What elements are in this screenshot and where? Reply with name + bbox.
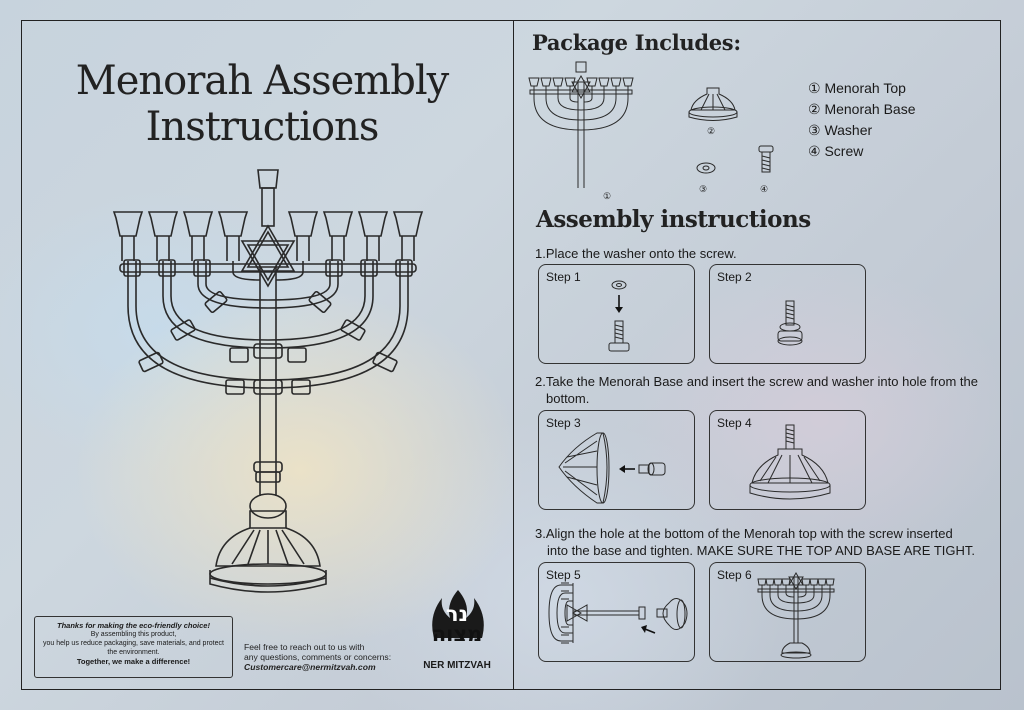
step-1-label: Step 1 bbox=[546, 270, 581, 284]
logo-hebrew-line2: מצוה bbox=[431, 622, 483, 646]
logo-name: NER MITZVAH bbox=[423, 660, 491, 671]
package-item-washer: ③ Washer bbox=[808, 122, 873, 138]
part-number-2: ② bbox=[707, 126, 716, 136]
logo-hebrew bbox=[424, 604, 490, 644]
part-number-1: ① bbox=[603, 191, 612, 201]
step-4-card bbox=[709, 410, 866, 510]
step-3-illustration bbox=[539, 411, 696, 511]
package-screw bbox=[756, 142, 776, 176]
eco-thanks-box bbox=[34, 616, 233, 678]
instruction-3-line1: 3.Align the hole at the bottom of the Menorah top with the screw inserted bbox=[535, 526, 953, 541]
step-5-illustration bbox=[539, 563, 696, 663]
step-3-card bbox=[538, 410, 695, 510]
step-5-card bbox=[538, 562, 695, 662]
assembly-heading: Assembly instructions bbox=[536, 206, 811, 233]
step-5-label: Step 5 bbox=[546, 568, 581, 582]
eco-thanks-line1: By assembling this product, bbox=[90, 631, 177, 638]
step-4-label: Step 4 bbox=[717, 416, 752, 430]
package-list bbox=[808, 78, 916, 162]
package-item-menorah-top: ① Menorah Top bbox=[808, 80, 906, 96]
step-3-label: Step 3 bbox=[546, 416, 581, 430]
contact-email-link[interactable]: Customercare@nermitzvah.com bbox=[244, 662, 376, 672]
page-title-line2: Instructions bbox=[145, 104, 379, 150]
step-2-card bbox=[709, 264, 866, 364]
logo-hebrew-line1: נר bbox=[445, 602, 469, 626]
part-number-4: ④ bbox=[760, 184, 769, 194]
step-2-label: Step 2 bbox=[717, 270, 752, 284]
step-6-label: Step 6 bbox=[717, 568, 752, 582]
instruction-2-line1: 2.Take the Menorah Base and insert the screw and washer into hole from the bbox=[535, 374, 978, 389]
part-number-3: ③ bbox=[699, 184, 708, 194]
contact-block bbox=[244, 642, 391, 672]
brand-logo bbox=[418, 588, 508, 678]
eco-thanks-line2: you help us reduce packaging, save materials, and protect bbox=[43, 640, 224, 647]
instruction-2-line2: bottom. bbox=[546, 391, 590, 406]
contact-line1: Feel free to reach out to us with bbox=[244, 642, 365, 652]
instruction-3-line2: into the base and tighten. MAKE SURE THE TOP AND BASE ARE TIGHT. bbox=[547, 543, 975, 558]
package-item-menorah-base: ② Menorah Base bbox=[808, 101, 916, 117]
eco-thanks-line3: the environment. bbox=[107, 649, 160, 656]
step-4-illustration bbox=[710, 411, 867, 511]
step-6-illustration bbox=[710, 563, 867, 663]
contact-line2: any questions, comments or concerns: bbox=[244, 652, 392, 662]
package-item-screw: ④ Screw bbox=[808, 143, 864, 159]
page-title-line1: Menorah Assembly bbox=[75, 58, 449, 104]
package-heading: Package Includes: bbox=[532, 30, 741, 55]
package-washer bbox=[695, 161, 717, 175]
page-divider bbox=[513, 20, 514, 690]
package-menorah-base bbox=[685, 84, 741, 124]
step-6-card bbox=[709, 562, 866, 662]
menorah-illustration bbox=[100, 166, 440, 606]
eco-thanks-closing: Together, we make a difference! bbox=[76, 657, 191, 666]
eco-thanks-headline: Thanks for making the eco-friendly choice! bbox=[57, 621, 210, 630]
instruction-1: 1.Place the washer onto the screw. bbox=[535, 246, 737, 261]
step-2-illustration bbox=[710, 265, 867, 365]
package-menorah-top bbox=[526, 60, 636, 190]
step-1-illustration bbox=[539, 265, 696, 365]
step-1-card bbox=[538, 264, 695, 364]
